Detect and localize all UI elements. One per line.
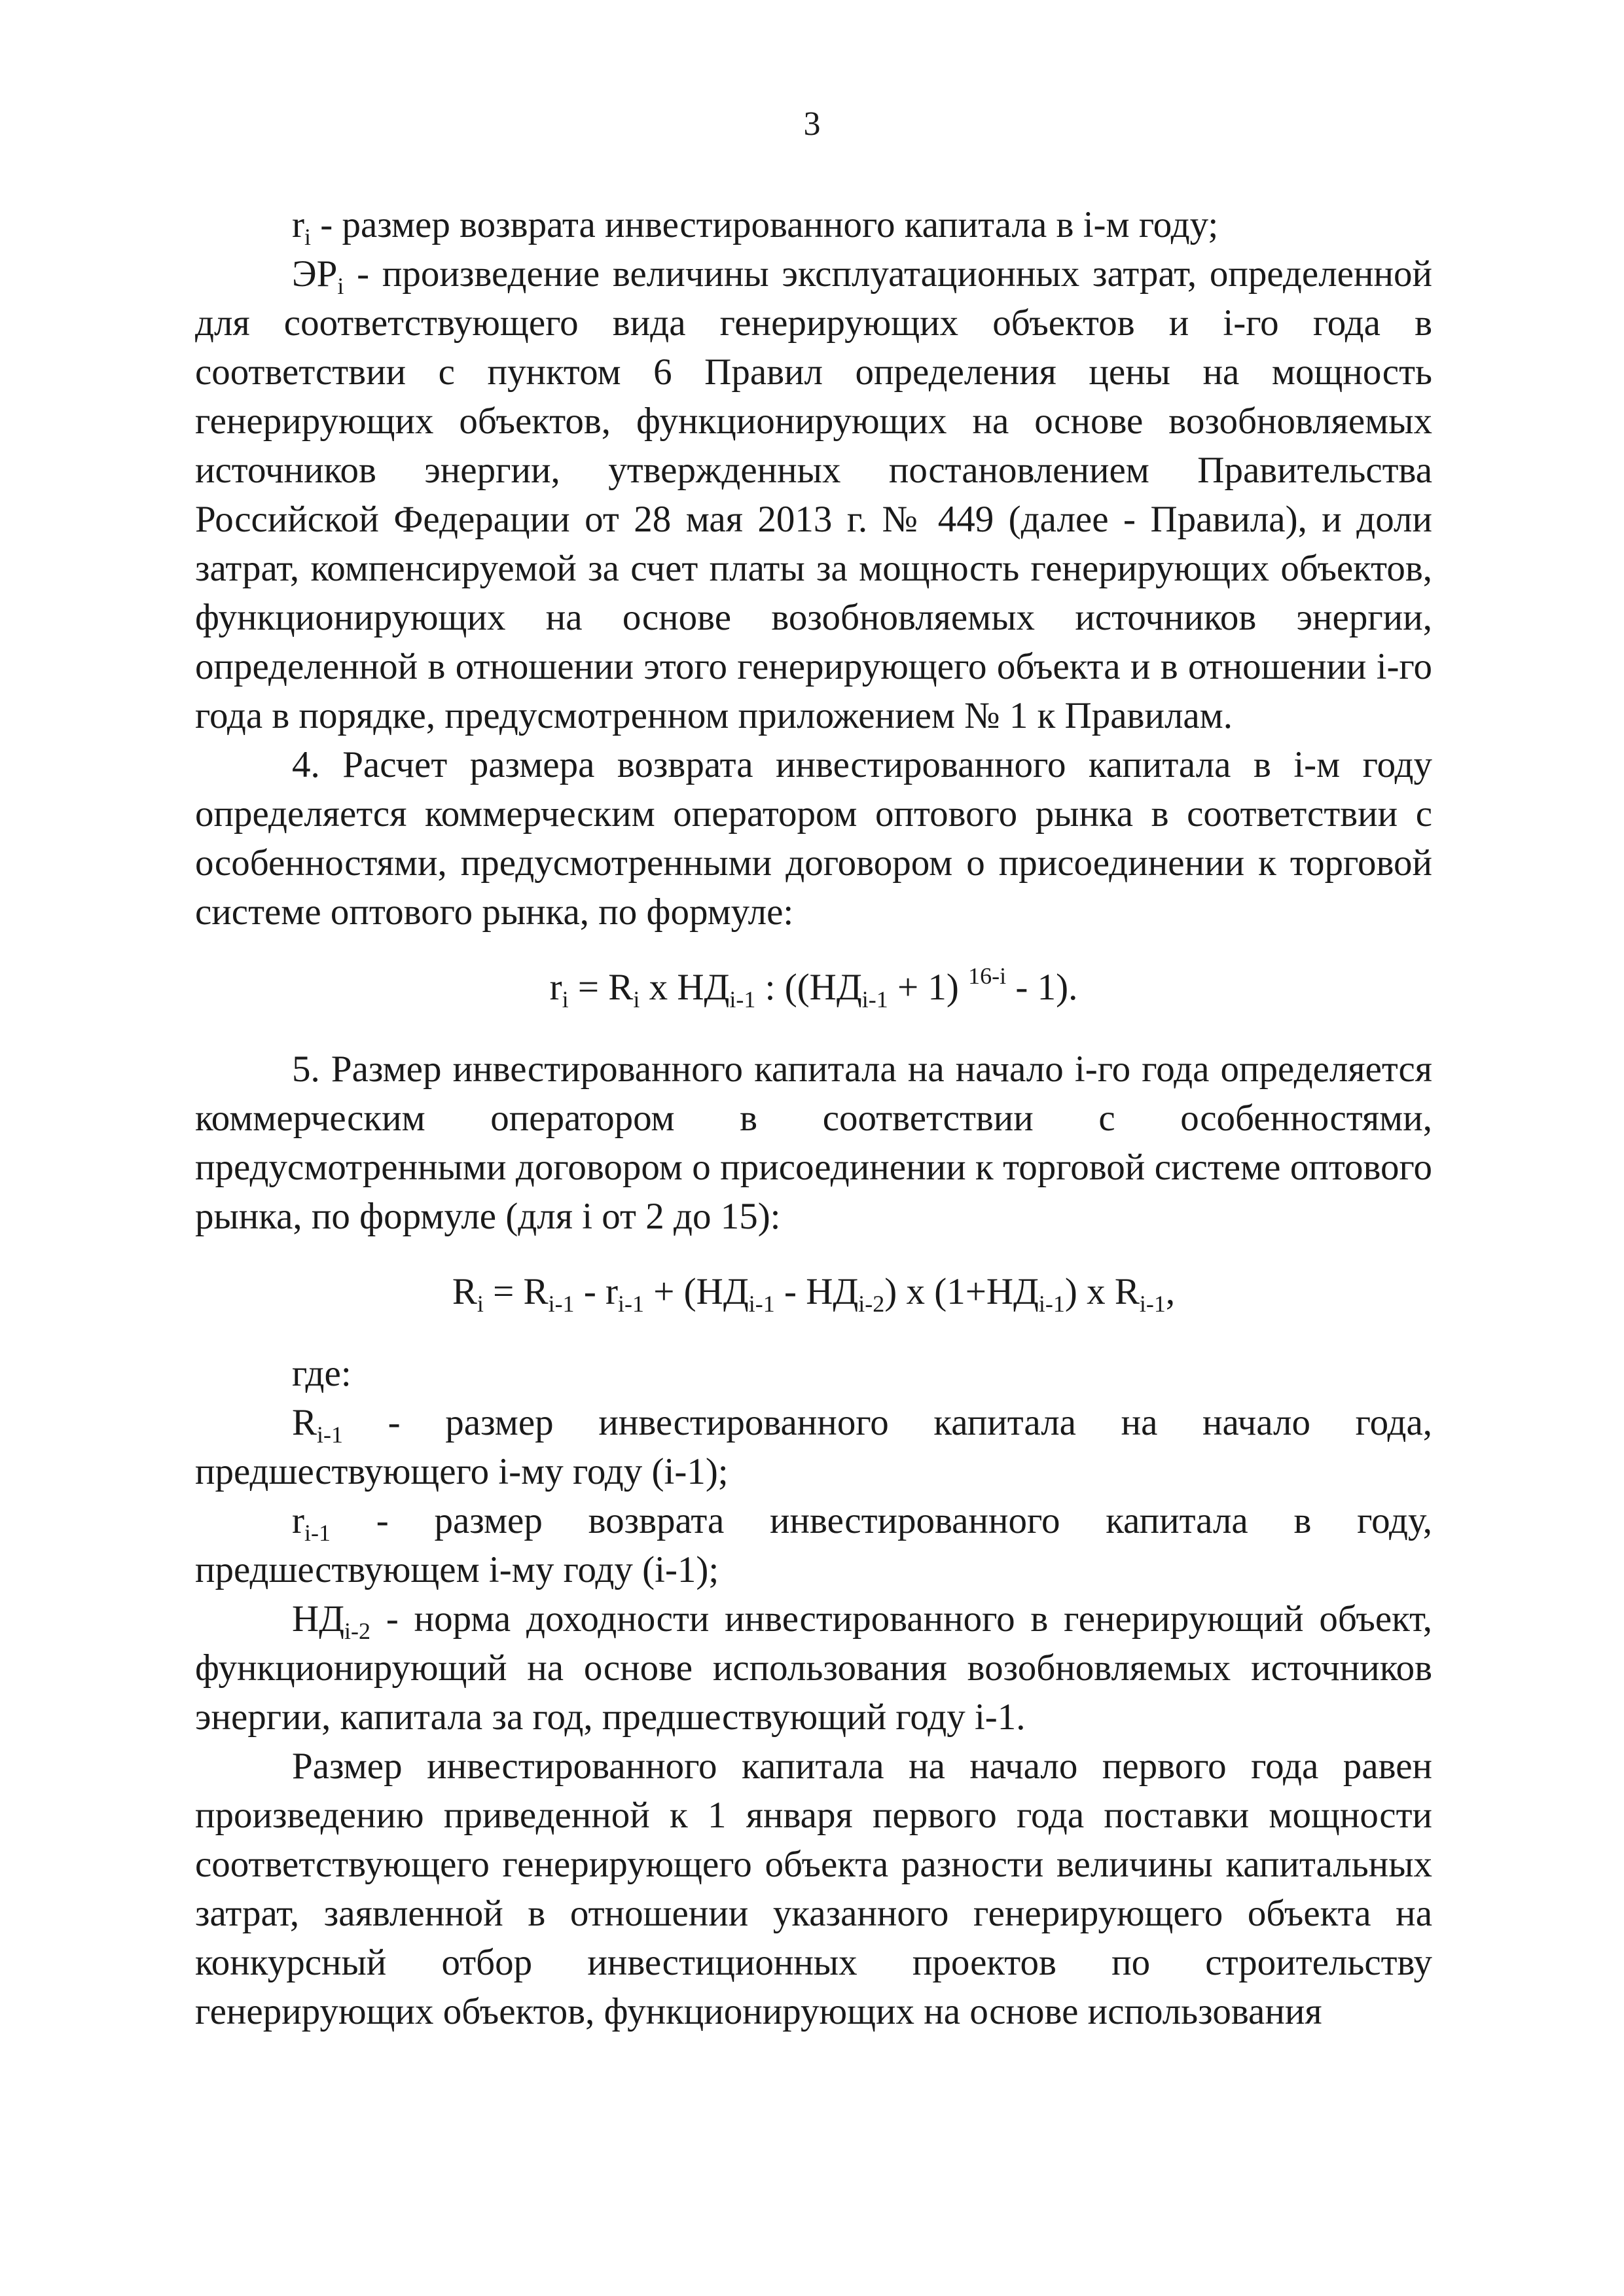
formula-return-of-capital: $r_i = R_i$ x $НД_{i-1}$ : ($(НД_{i-1} + 1)$ $^{16-i}$ - 1). (549, 963, 1078, 1013)
definition-text: - размер возврата инвестированного капитала в году, предшествующем i-му году (i-1); (195, 1500, 1432, 1590)
definition-text: - размер возврата инвестированного капитала в i-м году; (311, 204, 1219, 245)
page-number: 3 (803, 105, 821, 143)
subscript: i-2 (344, 1618, 371, 1644)
definition-text: - размер инвестированного капитала на начало года, предшествующего i-му году (i-1); (195, 1402, 1432, 1492)
symbol: r (292, 1500, 304, 1541)
symbol: ЭР (292, 253, 338, 295)
item-5-paragraph: 5. Размер инвестированного капитала на начало i-го года определяется коммерческим оператором в соответствии с особенностями, предусмотренными договором о присоединении к торговой системе оптового рынка, по формуле (для i от 2 до 15): (195, 1049, 1432, 1237)
subscript: i-1 (317, 1422, 344, 1448)
definition-text: - произведение величины эксплуатационных затрат, определенной для соответствующего вида генерирующих объектов и i-го года в соответствии с пунктом 6 Правил определения цены на мощность генерирующих объектов, функционирующих на основе возобновляемых источников энергии, утвержденных постановлением Правительства Российской Федерации от 28 мая 2013 г. № 449 (далее - Правила), и доли затрат, компенсируемой за счет платы за мощность генерирующих объектов, функционирующих на основе возобновляемых источников энергии, определенной в отношении этого генерирующего объекта и в отношении i-го года в порядке, предусмотренном приложением № 1 к Правилам. (195, 253, 1432, 736)
subscript: i (304, 224, 311, 250)
item-4-paragraph: 4. Расчет размера возврата инвестированного капитала в i-м году определяется коммерческим оператором оптового рынка в соответствии с особенностями, предусмотренными договором о присоединении к торговой системе оптового рынка, по формуле: (195, 744, 1432, 933)
definition-nd-i-2 (195, 1594, 1432, 1742)
formula-invested-capital: $R_i = R_{i-1} - r_{i-1} + (НД_{i-1} - НД_{i-2})$ x $(1+НД_{i-1})$ x $R_{i-1}$, (452, 1271, 1176, 1317)
document-body (195, 200, 1432, 2036)
definition-r-i-1 (195, 1496, 1432, 1594)
definition-R-i-1 (195, 1398, 1432, 1496)
definition-er-i (195, 249, 1432, 740)
where-label: где: (292, 1353, 352, 1394)
closing-paragraph: Размер инвестированного капитала на начало первого года равен произведению приведенной к 1 января первого года поставки мощности соответствующего генерирующего объекта разности величины капитальных затрат, заявленной в отношении указанного генерирующего объекта на конкурсный отбор инвестиционных проектов по строительству генерирующих объектов, функционирующих на основе использования (195, 1746, 1432, 2032)
symbol: R (292, 1402, 317, 1443)
definition-text: - норма доходности инвестированного в генерирующий объект, функционирующий на основе использования возобновляемых источников энергии, капитала за год, предшествующий году i-1. (195, 1598, 1432, 1738)
subscript: i (337, 273, 344, 299)
definition-r-i (195, 200, 1432, 249)
subscript: i-1 (304, 1520, 331, 1546)
symbol: НД (292, 1598, 345, 1640)
symbol: r (292, 204, 304, 245)
